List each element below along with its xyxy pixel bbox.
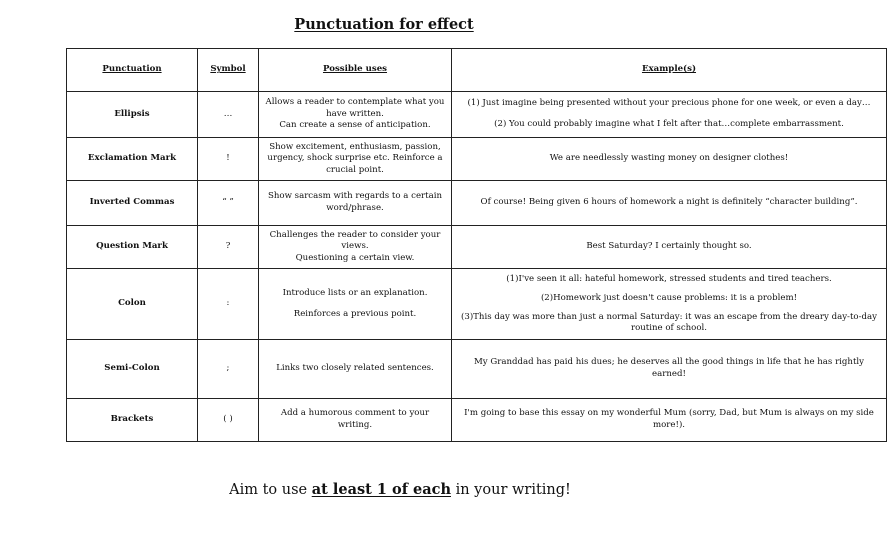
row-examples (452, 138, 887, 181)
row-uses (259, 226, 452, 269)
use-line: Challenges the reader to consider your views. (269, 229, 441, 252)
punctuation-table-container (66, 48, 877, 443)
row-name: Ellipsis (67, 92, 198, 138)
row-name: Brackets (67, 399, 198, 442)
row-examples (452, 181, 887, 226)
table-row-colon (67, 269, 887, 340)
use-line: Add a humorous comment to your writing. (280, 408, 430, 430)
row-uses (259, 269, 452, 340)
use-line: Reinforces a previous point. (293, 308, 417, 319)
row-symbol: : (198, 269, 259, 340)
row-symbol: ? (198, 226, 259, 269)
page-title: Punctuation for effect (294, 16, 474, 33)
use-line: Introduce lists or an explanation. (282, 287, 428, 298)
row-examples (452, 92, 887, 138)
row-uses (259, 181, 452, 226)
row-symbol: ( ) (198, 399, 259, 442)
use-line: Allows a reader to contemplate what you have written. (265, 97, 445, 119)
row-name: Colon (67, 269, 198, 340)
table-row-brackets (67, 399, 887, 442)
footer-text-before: Aim to use (229, 482, 312, 498)
row-name: Semi-Colon (67, 340, 198, 399)
row-symbol: “ ” (198, 181, 259, 226)
row-symbol: ! (198, 138, 259, 181)
header-uses: Possible uses (259, 49, 452, 92)
table-row-semi-colon (67, 340, 887, 399)
row-examples (452, 269, 887, 340)
example-line: (1) Just imagine being presented without your precious phone for one week, or even a day… (467, 98, 871, 109)
example-line: Of course! Being given 6 hours of homework a night is definitely “character building”. (480, 197, 858, 208)
row-name: Question Mark (67, 226, 198, 269)
row-name: Exclamation Mark (67, 138, 198, 181)
table-row-question-mark (67, 226, 887, 269)
use-line: Links two closely related sentences. (276, 363, 434, 374)
example-line: My Granddad has paid his dues; he deserves all the good things in life that he has rightly earned! (473, 357, 865, 379)
use-line: Can create a sense of anticipation. (279, 120, 431, 131)
row-uses (259, 138, 452, 181)
example-line: Best Saturday? I certainly thought so. (586, 241, 752, 252)
example-line: We are needlessly wasting money on designer clothes! (549, 153, 789, 164)
row-name: Inverted Commas (67, 181, 198, 226)
footer-text-after: in your writing! (450, 482, 571, 498)
example-line: (3)This day was more than just a normal Saturday: it was an escape from the dreary day-to-day routine of school. (461, 312, 877, 333)
row-symbol: ; (198, 340, 259, 399)
table-row-exclamation-mark (67, 138, 887, 181)
example-line: (2)Homework just doesn't cause problems: it is a problem! (540, 293, 798, 303)
header-symbol: Symbol (198, 49, 259, 92)
use-line: Questioning a certain view. (295, 252, 415, 263)
row-examples (452, 340, 887, 399)
row-uses (259, 92, 452, 138)
header-punctuation: Punctuation (67, 49, 198, 92)
punctuation-table (66, 48, 887, 442)
row-symbol: … (198, 92, 259, 138)
row-uses (259, 399, 452, 442)
table-header-row (67, 49, 887, 92)
row-uses (259, 340, 452, 399)
table-row-ellipsis (67, 92, 887, 138)
footer-emphasis: at least 1 of each (311, 481, 451, 498)
example-line: (2) You could probably imagine what I felt after that…complete embarrassment. (494, 119, 844, 129)
use-line: Show sarcasm with regards to a certain word/phrase. (267, 191, 443, 213)
example-line: I'm going to base this essay on my wonderful Mum (sorry, Dad, but Mum is always on my side more!). (464, 408, 874, 430)
example-line: (1)I've seen it all: hateful homework, stressed students and tired teachers. (506, 274, 832, 284)
row-examples (452, 399, 887, 442)
table-row-inverted-commas (67, 181, 887, 226)
row-examples (452, 226, 887, 269)
use-line: Show excitement, enthusiasm, passion, urgency, shock surprise etc. Reinforce a crucial point. (267, 141, 443, 175)
header-example: Example(s) (452, 49, 887, 92)
footer-instruction (0, 481, 800, 498)
